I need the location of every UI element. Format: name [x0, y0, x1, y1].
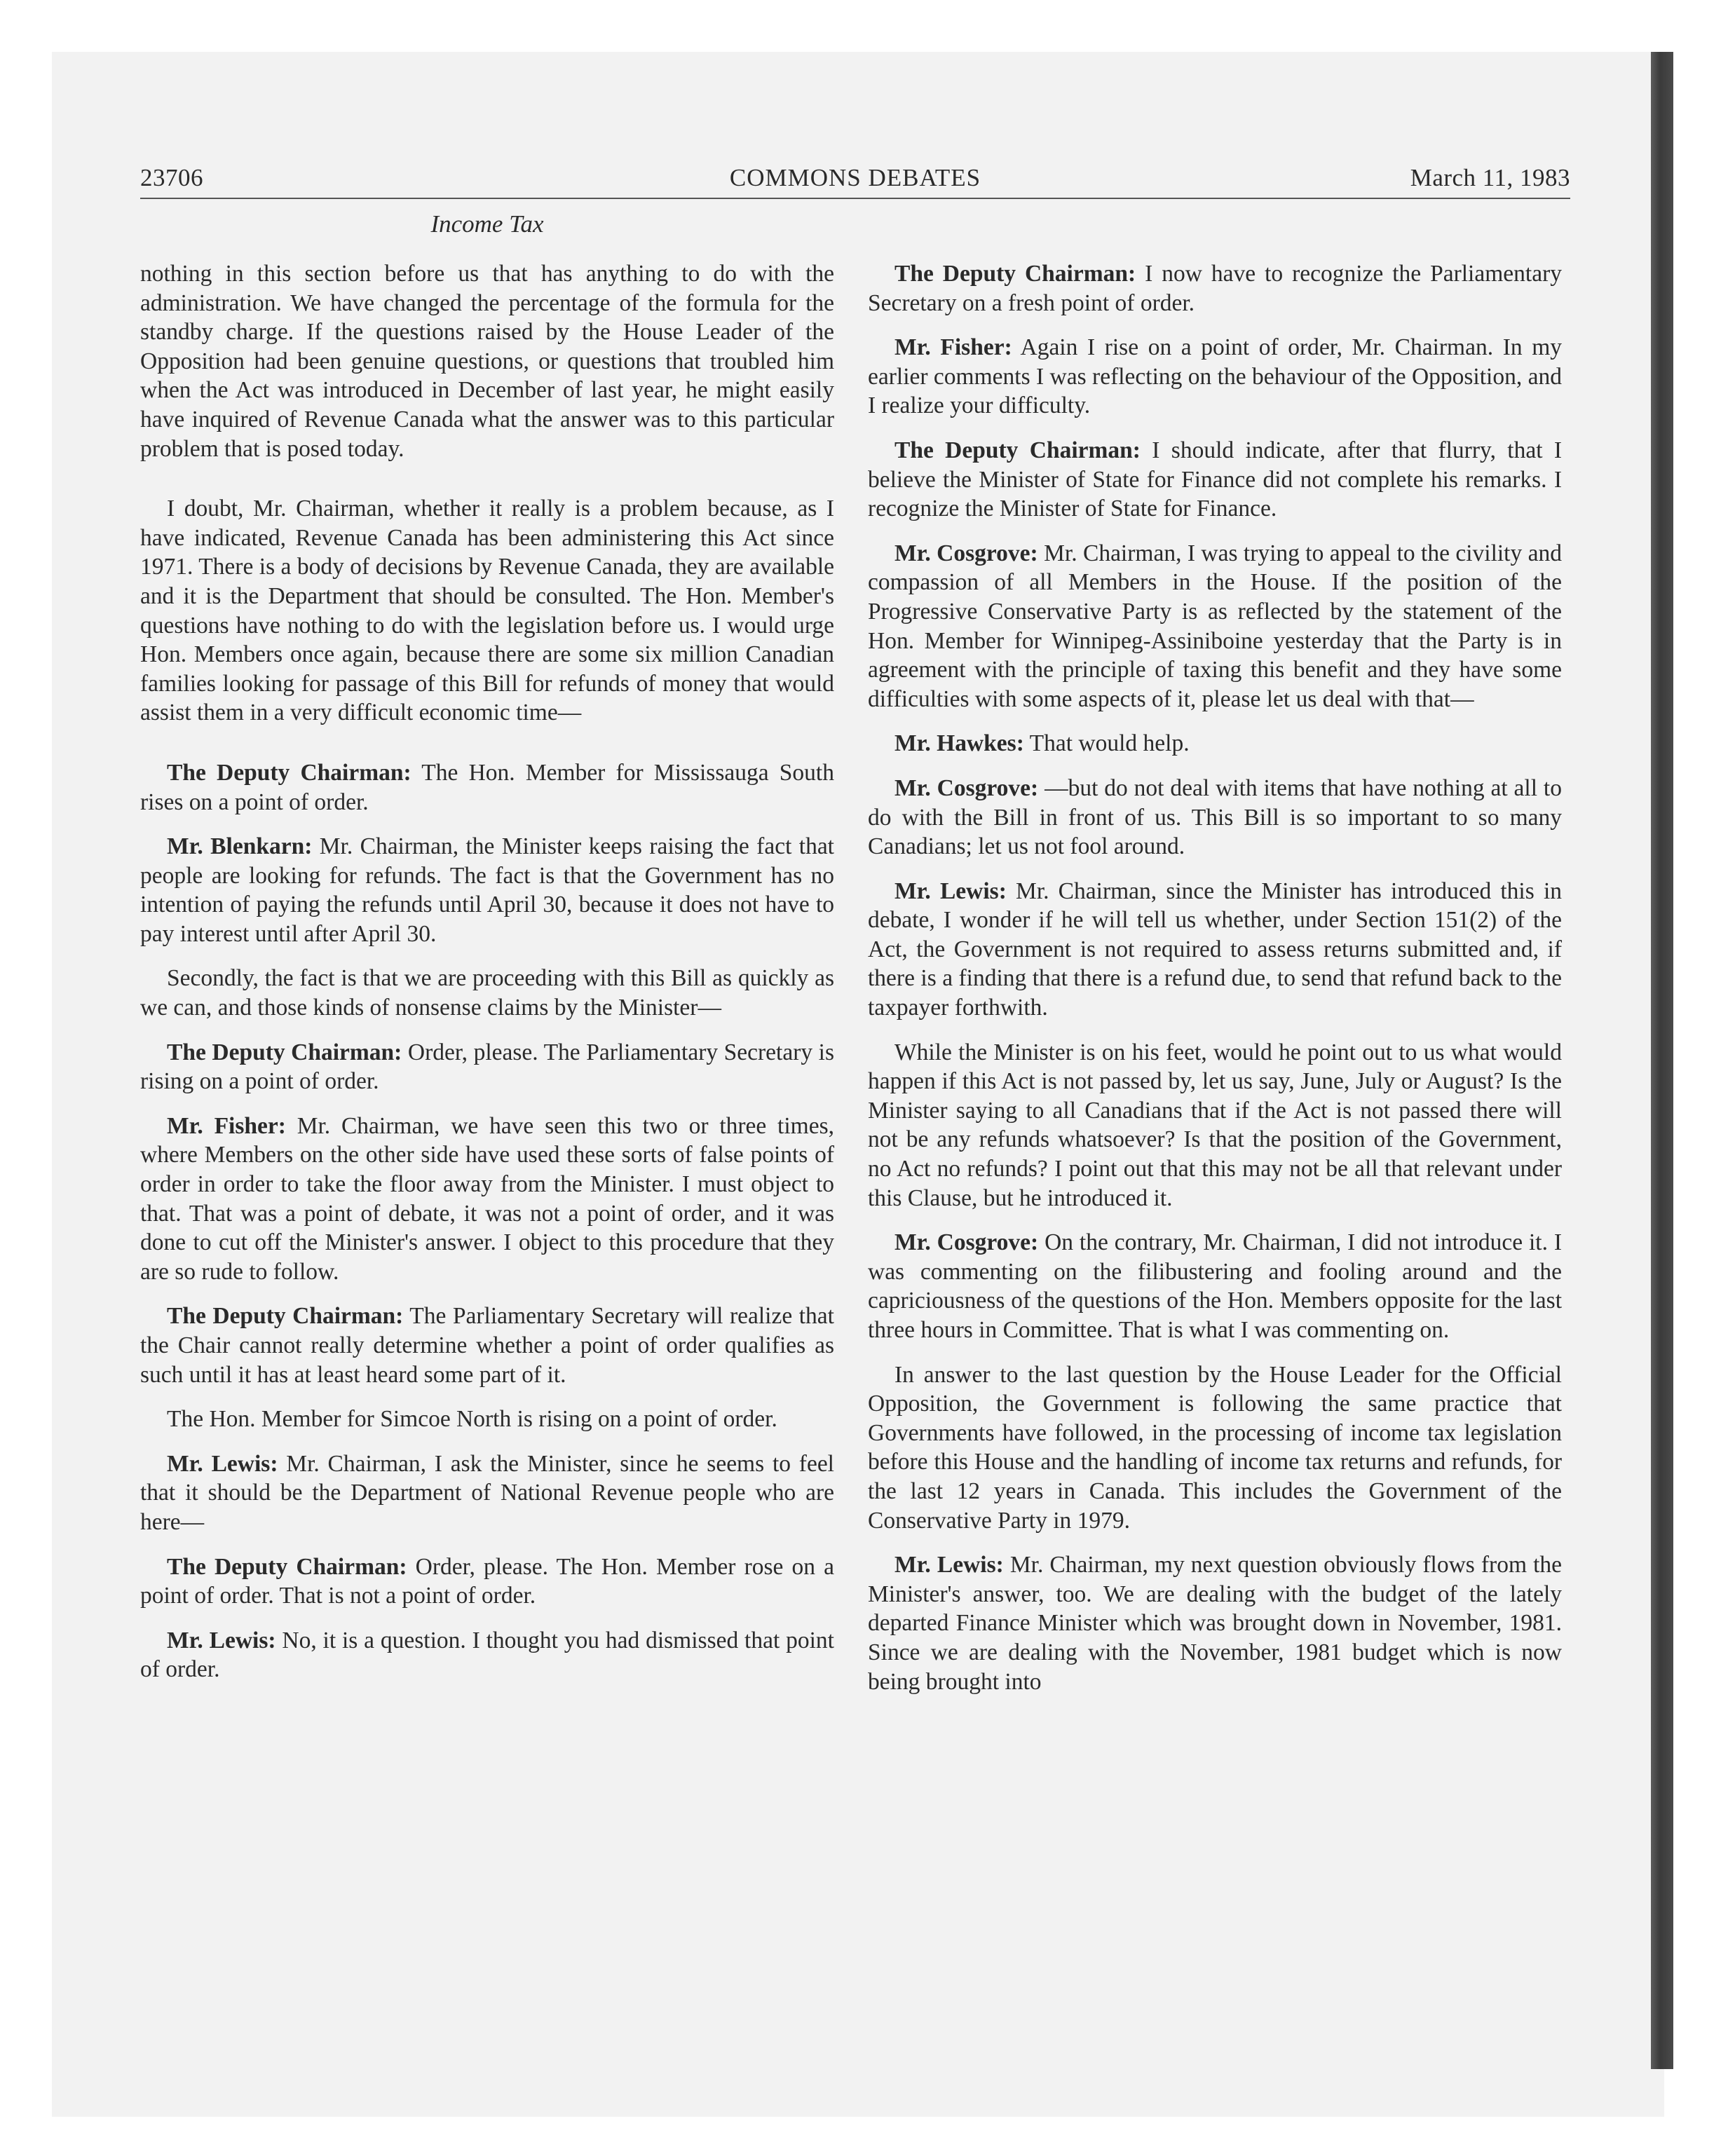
paragraph: Mr. Fisher: Mr. Chairman, we have seen this two or three times, where Members on the other side have used these sorts of false points of order in order to take the floor away from the Minister. I must object to that. That was a point of debate, it was not a point of order, and it was done to cut off the Minister's answer. I object to this procedure that they are so rude to follow.: [140, 1112, 835, 1285]
paragraph: Secondly, the fact is that we are proceeding with this Bill as quickly as we can, and those kinds of nonsense claims by the Minister—: [140, 965, 834, 1021]
paragraph: I doubt, Mr. Chairman, whether it really is a problem because, as I have indicated, Revenue Canada has been administering this Act since 1971. There is a body of decisions by Revenue Canada, they are available and it is the Department that should be consulted. The Hon. Member's questions have nothing to do with the legislation before us. I would urge Hon. Members once again, because there are some six million Canadian families looking for passage of this Bill for refunds of money that would assist them in a very difficult economic time—: [140, 496, 834, 726]
speaker-name: Mr. Lewis:: [167, 1627, 276, 1653]
speaker-name: Mr. Cosgrove:: [894, 775, 1039, 801]
paragraph: The Deputy Chairman: Order, please. The Parliamentary Secretary is rising on a point of order.: [140, 1039, 834, 1095]
paragraph: Mr. Blenkarn: Mr. Chairman, the Minister keeps raising the fact that people are looking for refunds. The fact is that the Government has no intention of paying the refunds until April 30, because it does not have to pay interest until after April 30.: [140, 833, 834, 947]
speaker-name: Mr. Blenkarn:: [167, 833, 313, 860]
speaker-name: The Deputy Chairman:: [894, 261, 1136, 287]
paragraph: Mr. Lewis: Mr. Chairman, since the Minister has introduced this in debate, I wonder if he will tell us whether, under Section 151(2) of the Act, the Government is not required to assess returns submitted and, if there is a finding that there is a refund due, to send that refund back to the taxpayer forthwith.: [868, 878, 1562, 1021]
paragraph: Mr. Fisher: Again I rise on a point of order, Mr. Chairman. In my earlier comments I was reflecting on the behaviour of the Opposition, and I realize your difficulty.: [868, 334, 1563, 419]
speaker-name: The Deputy Chairman:: [167, 1039, 402, 1065]
paragraph: The Hon. Member for Simcoe North is rising on a point of order.: [167, 1406, 777, 1433]
header-rule: [140, 198, 1570, 199]
page-date: March 11, 1983: [1410, 164, 1570, 191]
speaker-name: Mr. Hawkes:: [894, 730, 1024, 757]
paragraph: The Deputy Chairman: The Parliamentary Secretary will realize that the Chair cannot really determine whether a point of order qualifies as such until it has at least heard some part of it.: [140, 1303, 834, 1388]
speaker-name: Mr. Lewis:: [167, 1450, 278, 1477]
paragraph: The Deputy Chairman: Order, please. The Hon. Member rose on a point of order. That is not a point of order.: [140, 1553, 835, 1609]
paragraph: The Deputy Chairman: I should indicate, after that flurry, that I believe the Minister of State for Finance did not complete his remarks. I recognize the Minister of State for Finance.: [868, 437, 1563, 522]
subject-heading: Income Tax: [430, 210, 544, 238]
paragraph: Mr. Lewis: Mr. Chairman, I ask the Minister, since he seems to feel that it should be the Department of National Revenue people who are here—: [140, 1450, 834, 1535]
speaker-name: Mr. Fisher:: [167, 1112, 286, 1139]
speaker-name: Mr. Cosgrove:: [894, 540, 1038, 566]
speaker-name: The Deputy Chairman:: [167, 1303, 404, 1330]
speaker-name: Mr. Lewis:: [894, 878, 1007, 904]
paragraph: The Deputy Chairman: I now have to recognize the Parliamentary Secretary on a fresh point of order.: [868, 261, 1562, 316]
page-number: 23706: [140, 164, 203, 191]
speaker-name: The Deputy Chairman:: [167, 1553, 407, 1580]
publication-title: COMMONS DEBATES: [729, 164, 981, 191]
paragraph: Mr. Cosgrove: Mr. Chairman, I was trying to appeal to the civility and compassion of all Members in the House. If the position of the Progressive Conservative Party is as reflected by the statement of the Hon. Member for Winnipeg-Assiniboine yesterday that the Party is in agreement with the principle of taxing this benefit and they have some difficulties with some aspects of it, please let us deal with that—: [868, 540, 1563, 712]
paragraph: In answer to the last question by the House Leader for the Official Opposition, the Government is following the same practice that Governments have followed, in the processing of income tax legislation before this House and the handling of income tax returns and refunds, for the last 12 years in Canada. This includes the Government of the Conservative Party in 1979.: [868, 1361, 1562, 1534]
paragraph: The Deputy Chairman: The Hon. Member for Mississauga South rises on a point of order.: [140, 759, 834, 815]
speaker-name: Mr. Fisher:: [894, 334, 1012, 361]
speaker-name: The Deputy Chairman:: [167, 759, 411, 786]
speaker-name: The Deputy Chairman:: [894, 437, 1141, 463]
paragraph: Mr. Hawkes: That would help.: [894, 730, 1190, 757]
right-column: [868, 259, 1562, 1712]
paragraph: nothing in this section before us that has anything to do with the administration. We have changed the percentage of the formula for the standby charge. If the questions raised by the House Leader of the Opposition had been genuine questions, or questions that troubled him when the Act was introduced in December of last year, he might easily have inquired of Revenue Canada what the answer was to this particular problem that is posed today.: [140, 261, 834, 462]
scan-edge-shadow: [1651, 52, 1673, 2069]
speaker-name: Mr. Lewis:: [894, 1552, 1004, 1578]
paragraph: While the Minister is on his feet, would he point out to us what would happen if this Act is not passed by, let us say, June, July or August? Is the Minister saying to all Canadians that if the Act is not passed there will not be any refunds whatsoever? Is that the position of the Government, no Act no refunds? I point out that this may not be all that relevant under this Clause, but he introduced it.: [868, 1039, 1562, 1211]
speaker-name: Mr. Cosgrove:: [894, 1229, 1039, 1256]
paragraph: Mr. Lewis: No, it is a question. I thought you had dismissed that point of order.: [140, 1627, 834, 1683]
paragraph: Mr. Cosgrove: —but do not deal with items that have nothing at all to do with the Bill in front of us. This Bill is so important to so many Canadians; let us not fool around.: [868, 775, 1562, 860]
left-column: [140, 259, 834, 1700]
paragraph: Mr. Cosgrove: On the contrary, Mr. Chairman, I did not introduce it. I was commenting on the filibustering and fooling around and the capriciousness of the questions of the Hon. Members opposite for the last three hours in Committee. That is what I was commenting on.: [868, 1229, 1563, 1343]
paragraph: Mr. Lewis: Mr. Chairman, my next question obviously flows from the Minister's answer, too. We are dealing with the budget of the lately departed Finance Minister which was brought down in November, 1981. Since we are dealing with the November, 1981 budget which is now being brought into: [868, 1552, 1562, 1695]
